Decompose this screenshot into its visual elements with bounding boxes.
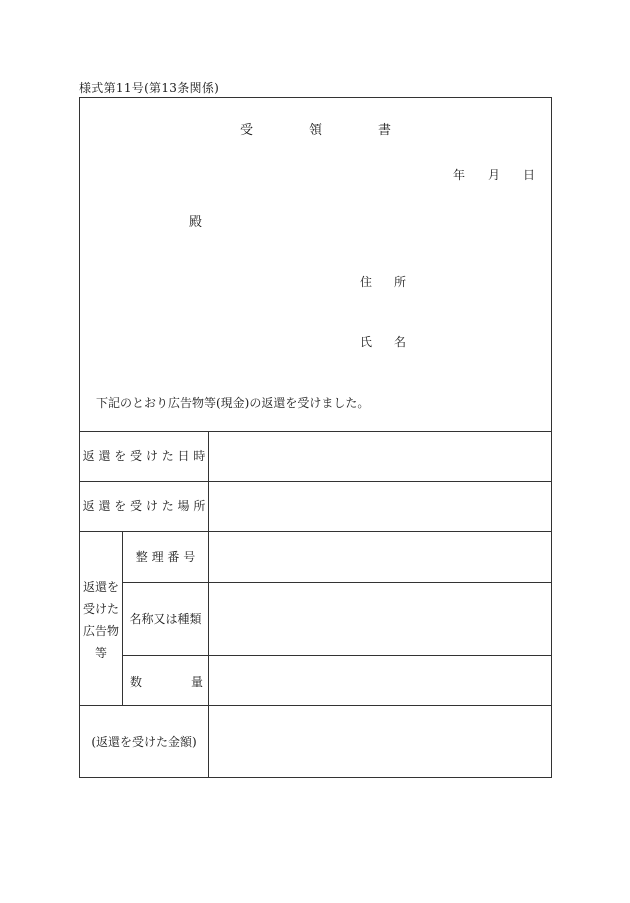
row-label-returned-amount: (返還を受けた金額) xyxy=(91,735,197,749)
value-cell-return-place[interactable] xyxy=(209,482,551,531)
group-label-returned-items xyxy=(80,576,122,664)
name-label-char-2: 名 xyxy=(394,335,407,349)
value-cell-serial-number[interactable] xyxy=(209,532,551,582)
sub-label-name-or-type: 名称又は種類 xyxy=(129,612,202,626)
addressee-suffix: 殿 xyxy=(189,215,203,230)
address-label-char-1: 住 xyxy=(360,275,373,289)
receipt-statement: 下記のとおり広告物等(現金)の返還を受けました。 xyxy=(96,396,370,410)
value-cell-name-or-type[interactable] xyxy=(209,583,551,655)
row-label-return-place: 返 還 を 受 け た 場 所 xyxy=(82,499,206,513)
value-cell-return-datetime[interactable] xyxy=(209,432,551,481)
form-number: 様式第11号(第13条関係) xyxy=(79,81,220,95)
name-label-char-1: 氏 xyxy=(360,335,373,349)
sub-label-quantity-char-2: 量 xyxy=(191,675,204,689)
address-label-char-2: 所 xyxy=(394,275,407,289)
title-char-1: 受 xyxy=(239,123,253,138)
group-label-line: 返還を xyxy=(82,580,119,594)
group-label-line: 等 xyxy=(94,646,107,660)
date-year-label: 年 xyxy=(453,168,466,182)
sub-label-serial-number: 整 理 番 号 xyxy=(135,550,196,564)
value-cell-returned-amount[interactable] xyxy=(209,706,551,777)
sub-label-quantity-char-1: 数 xyxy=(130,675,143,689)
value-cell-quantity[interactable] xyxy=(209,656,551,705)
title-char-2: 領 xyxy=(308,123,322,138)
date-day-label: 日 xyxy=(523,168,536,182)
group-label-line: 広告物 xyxy=(82,624,119,638)
document-title xyxy=(79,119,552,138)
row-label-return-datetime: 返 還 を 受 け た 日 時 xyxy=(82,449,206,463)
title-char-3: 書 xyxy=(378,123,392,138)
group-label-line: 受けた xyxy=(82,602,119,616)
date-month-label: 月 xyxy=(488,168,501,182)
